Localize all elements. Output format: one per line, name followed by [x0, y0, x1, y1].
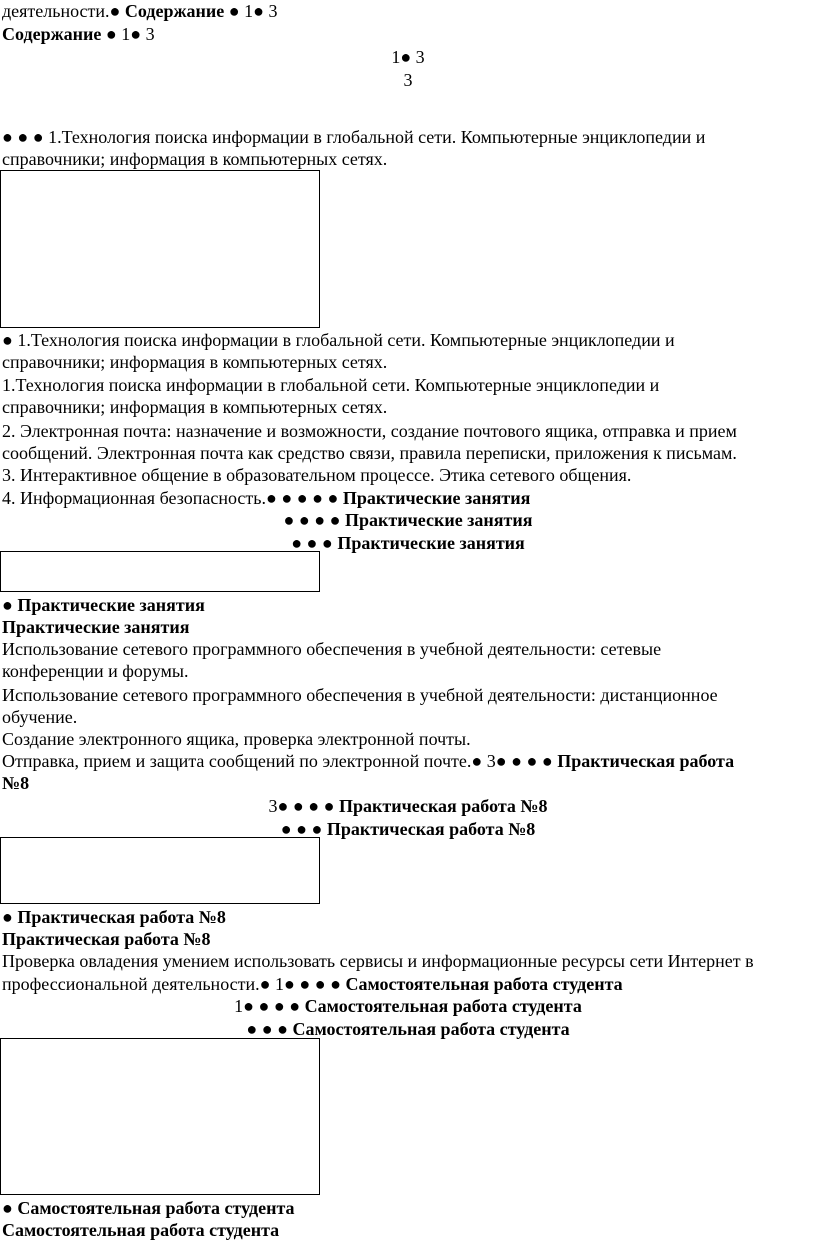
work8-line-1: Проверка овладения умением использовать сервисы и информационные ресурсы сети Интернет в: [2, 951, 754, 971]
bullets: 1● ● ● ●: [234, 996, 305, 1016]
practice-line: конференции и форумы.: [2, 661, 189, 681]
work8-heading-center: Практическая работа №8: [326, 819, 536, 839]
toc-line-1-prefix: деятельности.●: [2, 1, 125, 21]
work8-heading-inline: Практическая работа: [557, 751, 735, 771]
selfwork-center-2: [0, 1018, 816, 1040]
empty-frame-2: [0, 551, 320, 592]
practice-heading-inline: Практические занятия: [342, 488, 531, 508]
toc-line-2-suffix: ● 1● 3: [101, 24, 155, 44]
topic-item-line: справочники; информация в компьютерных сетях.: [2, 397, 388, 417]
practice-heading-center: Практические занятия: [337, 533, 525, 553]
topic-item-4-text: 4. Информационная безопасность.● ● ● ● ●: [2, 488, 343, 508]
toc-line-1: [2, 0, 278, 22]
topic-bulleted-b-line-1: ● 1.Технология поиска информации в глобальной сети. Компьютерные энциклопедии и: [2, 330, 675, 350]
topic-item-line: сообщений. Электронная почта как средство связи, правила переписки, приложения к письмам.: [2, 443, 737, 463]
toc-line-2: [2, 23, 155, 45]
bullets: ● ● ● ●: [283, 510, 345, 530]
practice-line: обучение.: [2, 707, 78, 727]
work8-heading-center: Практическая работа №8: [339, 796, 548, 816]
bullets: ● ● ●: [291, 533, 338, 553]
topic-bulleted-a-line-2: справочники; информация в компьютерных сетях.: [2, 149, 388, 169]
topic-item-line: 3. Интерактивное общение в образовательном процессе. Этика сетевого общения.: [2, 465, 632, 485]
empty-frame-3: [0, 837, 320, 904]
bullets: 3● ● ● ●: [268, 796, 340, 816]
selfwork-bullet-heading: ● Самостоятельная работа студента: [2, 1198, 295, 1218]
topic-bulleted-b-line-2: справочники; информация в компьютерных сетях.: [2, 352, 388, 372]
practice-line: Использование сетевого программного обеспечения в учебной деятельности: сетевые: [2, 639, 662, 659]
practice-center-1: [0, 509, 816, 531]
selfwork-heading-center: Самостоятельная работа студента: [292, 1019, 570, 1039]
empty-frame-1: [0, 170, 320, 328]
practice-line: Использование сетевого программного обеспечения в учебной деятельности: дистанционное: [2, 685, 718, 705]
practice-last-line: [2, 750, 734, 772]
toc-heading: Содержание: [124, 1, 225, 21]
work8-line-2-text: профессиональной деятельности.● 1● ● ● ●: [2, 974, 346, 994]
topic-bulleted-a-line-1: ● ● ● 1.Технология поиска информации в глобальной сети. Компьютерные энциклопедии и: [2, 127, 706, 147]
practice-heading-center: Практические занятия: [345, 510, 533, 530]
selfwork-heading-inline: Самостоятельная работа студента: [345, 974, 623, 994]
work8-line-2: [2, 973, 623, 995]
toc-heading-2: Содержание: [2, 24, 102, 44]
work8-heading: Практическая работа №8: [2, 929, 211, 949]
empty-frame-4: [0, 1038, 320, 1195]
practice-bullet-heading: ● Практические занятия: [2, 595, 205, 615]
topic-item-line: 1.Технология поиска информации в глобальной сети. Компьютерные энциклопедии и: [2, 375, 660, 395]
toc-line-4: 3: [403, 70, 413, 90]
selfwork-heading: Самостоятельная работа студента: [2, 1220, 280, 1240]
practice-last-text: Отправка, прием и защита сообщений по электронной почте.● 3● ● ● ●: [2, 751, 558, 771]
practice-heading: Практические занятия: [2, 617, 190, 637]
toc-line-1-suffix: ● 1● 3: [224, 1, 278, 21]
topic-item-line: 2. Электронная почта: назначение и возможности, создание почтового ящика, отправка и прием: [2, 421, 737, 441]
selfwork-heading-center: Самостоятельная работа студента: [304, 996, 582, 1016]
work8-bullet-heading: ● Практическая работа №8: [2, 907, 226, 927]
work8-heading-wrap: №8: [2, 773, 30, 793]
selfwork-center-1: [0, 995, 816, 1017]
work8-center-1: [0, 795, 816, 817]
topic-item-4: [2, 487, 530, 509]
bullets: ● ● ●: [246, 1019, 293, 1039]
toc-line-3: 1● 3: [391, 47, 425, 67]
practice-line: Создание электронного ящика, проверка электронной почты.: [2, 729, 471, 749]
bullets: ● ● ●: [280, 819, 327, 839]
